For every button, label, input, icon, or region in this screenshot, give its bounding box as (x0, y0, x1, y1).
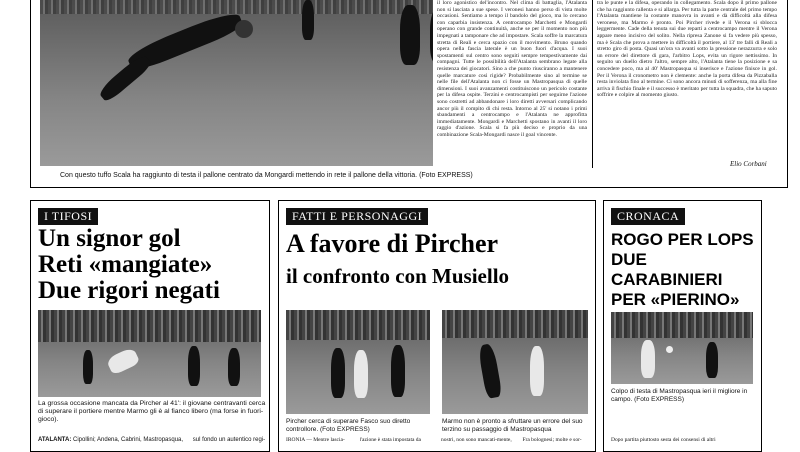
tifosi-caption: La grossa occasione mancata da Pircher al 41': il giovane centravanti cerca di superare il portiere mentre Marmo gli è al fianco libero (ma forse in fuori-gioco). (38, 400, 266, 424)
tifosi-lineup (38, 437, 268, 443)
top-story-caption-text: Con questo tuffo Scala ha raggiunto di testa il pallone centrato da Mongardi mettendo in rete il pallone della vittoria. (60, 172, 418, 179)
fatti-left-crowd (286, 310, 430, 340)
cronaca-crowd (611, 312, 753, 338)
fatti-headline-1: A favore di Pircher (286, 229, 499, 258)
cronaca-player-figure-2 (706, 342, 718, 378)
tifosi-photo (38, 310, 261, 397)
cronaca-headline-line-2: DUE CARABINIERI (611, 250, 723, 289)
cronaca-headline-line-3: PER «PIERINO» (611, 290, 740, 309)
diving-player-legs (97, 53, 153, 104)
cronaca-photo (611, 312, 753, 384)
cronaca-headline-line-1: ROGO PER LOPS (611, 230, 754, 249)
tifosi-player-figure-3 (83, 350, 93, 384)
fatti-photo-left (286, 310, 430, 414)
top-story-caption (60, 172, 620, 180)
tifosi-headline (38, 226, 268, 304)
cronaca-bottom-text: Dopo partita piuttosto sesta dei consensi di altri (611, 437, 716, 443)
fatti-headline-2: il confronto con Musiello (286, 264, 510, 288)
cronaca-caption-text: Colpo di testa di Mastropasqua ieri il migliore in campo. (611, 388, 748, 403)
top-story-caption-credit: (Foto EXPRESS) (419, 172, 473, 179)
tifosi-player-figure-1 (188, 346, 200, 386)
tifosi-headline-line-1: Un signor gol (38, 225, 181, 252)
fatti-right-player-1 (477, 343, 502, 399)
fatti-left-player-2 (354, 350, 368, 398)
fatti-bottom-col-3: nostri, non sono mancati-mente, (441, 437, 512, 443)
defender-figure-2 (430, 8, 433, 63)
tifosi-bottom-text: sul fondo un autentico regi- (192, 437, 266, 443)
fatti-caption-left-credit: (Foto EXPRESS) (319, 425, 370, 433)
cronaca-headline (611, 230, 759, 310)
crowd-background (40, 0, 433, 14)
tifosi-headline-line-3: Due rigori negati (38, 277, 220, 304)
fatti-bottom-row (286, 437, 588, 443)
cronaca-ball (666, 346, 673, 353)
fatti-caption-left-text: Pircher cerca di superare Fasco suo diretto controllore. (286, 418, 411, 433)
column-rule (592, 0, 593, 168)
top-story-column-1: il loro agonistico del'incontro. Nel clima di battaglia, l'Atalanta non si lasciata a sue spese. I veronesi hanno perso di vista molte occasioni. Sentiamo a tempo il bandolo del gioco, ma lo cercano con caparbia insistenza. A centrocampo Marchetti e Mongardi operano con grande continuità, anche se per il momento non più impegnati a tamponare che ad impostare. Scala soffre la marcatura stretta di Reali e cerca spazio con il movimento. Bruno quando opera nella fascia laterale è un buon fuori d'acqua. I suoi spostamenti sul centro sono seguiti sempre tempestivamente dai compagni. Tutte le possibilità dell'Atalanta sembrano legate alla resistenza dei giocatori. Sino a che punto riusciranno a mantenere quelle marcature così rigide? Probabilmente sino al termine se nelle file dell'Atalanta non ci fosse un Mastropasqua di quelle dimensioni. I suoi avanzamenti costituiscono un pericolo costante per la difesa ospite. Terzini e centrocampisti per seguirne l'azione sono costretti ad abbandonare i loro diretti avversari complicando ancor più il compito di chi resta. Intorno al 25' si notano i primi sbandamenti a centrocampo e l'Atalanta ne approfitta immediatamente. Mongardi e Marchetti spostano in avanti il loro raggio d'azione. Scala si fa più deciso e proprio da una combinazione Scala-Mongardi nasce il goal vincente. (437, 0, 587, 138)
cronaca-caption-credit: (Foto EXPRESS) (634, 395, 684, 403)
fatti-caption-left (286, 418, 432, 434)
tifosi-goalkeeper-figure (106, 347, 141, 376)
tifosi-player-figure-2 (228, 348, 240, 386)
background-player (302, 0, 314, 40)
top-story-photo (40, 0, 433, 166)
tifosi-lineup-text: Cipollini; Andena, Cabrini, Mastropasqua, (73, 437, 184, 443)
fatti-right-crowd (442, 310, 588, 338)
tifosi-headline-line-2: Reti «mangiate» (38, 251, 213, 278)
top-story-column-2: tra le punte e la difesa, operando in collegamento. Scala dopo il primo pallone che ha raggiunto rallenta e si allarga. Per tutta la parte centrale del primo tempo l'Atalanta mantiene la costante manovra in avanti e dà difficoltà alla difesa veronese, ma Marmo è pronto. Poi Pircher rivede e il Verona si sblocca leggermente. Cade della tenuta sui due reparti a centrocampo mentre il Verona appare meno incisivo del solito. Nella ripresa Zanone si fa vedere più spesso, ma è Scala che prova a mettere in difficoltà il portiere, al 13' tre falli di Reali a stretto giro di posta. Quasi un'ora va avanti sotto la pressione nerazzurra e solo un errore del direttore di gara, l'arbitro Lops, evita un rigore nettissimo. In seguito un duello dietro l'altro, sempre alto, l'Atalanta tiene la posizione e sa concedere poco, ma al 40' Mastropasqua si inserisce e l'azione finisce in gol. Per il Verona il cronometro non è clemente: anche la porta difesa da Pizzaballa resta inviolata fino al termine. Ci sono ancora minuti di sofferenza, ma alla fine arriva il fischio finale e il successo è meritato per tutta la squadra, che ha saputo soffrire e colpire al momento giusto. (597, 0, 777, 99)
tifosi-lineup-label: ATALANTA: (38, 437, 72, 443)
tifosi-kicker: I TIFOSI (38, 208, 98, 225)
fatti-bottom-col-2: l'azione è stata impostata da (359, 437, 421, 443)
diving-player-head (235, 20, 253, 38)
top-story-byline: Elio Corbani (730, 160, 767, 168)
cronaca-player-figure (641, 340, 655, 378)
fatti-bottom-col-1: IRONIA — Mentre lascia- (286, 437, 345, 443)
tifosi-crowd (38, 310, 261, 342)
fatti-left-player-3 (391, 345, 405, 397)
fatti-kicker: FATTI E PERSONAGGI (286, 208, 428, 225)
defender-figure-1 (400, 5, 420, 65)
fatti-photo-right (442, 310, 588, 414)
cronaca-kicker: CRONACA (611, 208, 685, 225)
fatti-left-player-1 (331, 348, 345, 398)
cronaca-caption (611, 388, 755, 404)
fatti-caption-right: Marmo non è pronto a sfruttare un errore del suo terzino su passaggio di Mastropasqua (442, 418, 583, 433)
fatti-right-player-2 (530, 346, 544, 396)
fatti-bottom-col-4: Fra bolognesi; molte e sor- (522, 437, 582, 443)
